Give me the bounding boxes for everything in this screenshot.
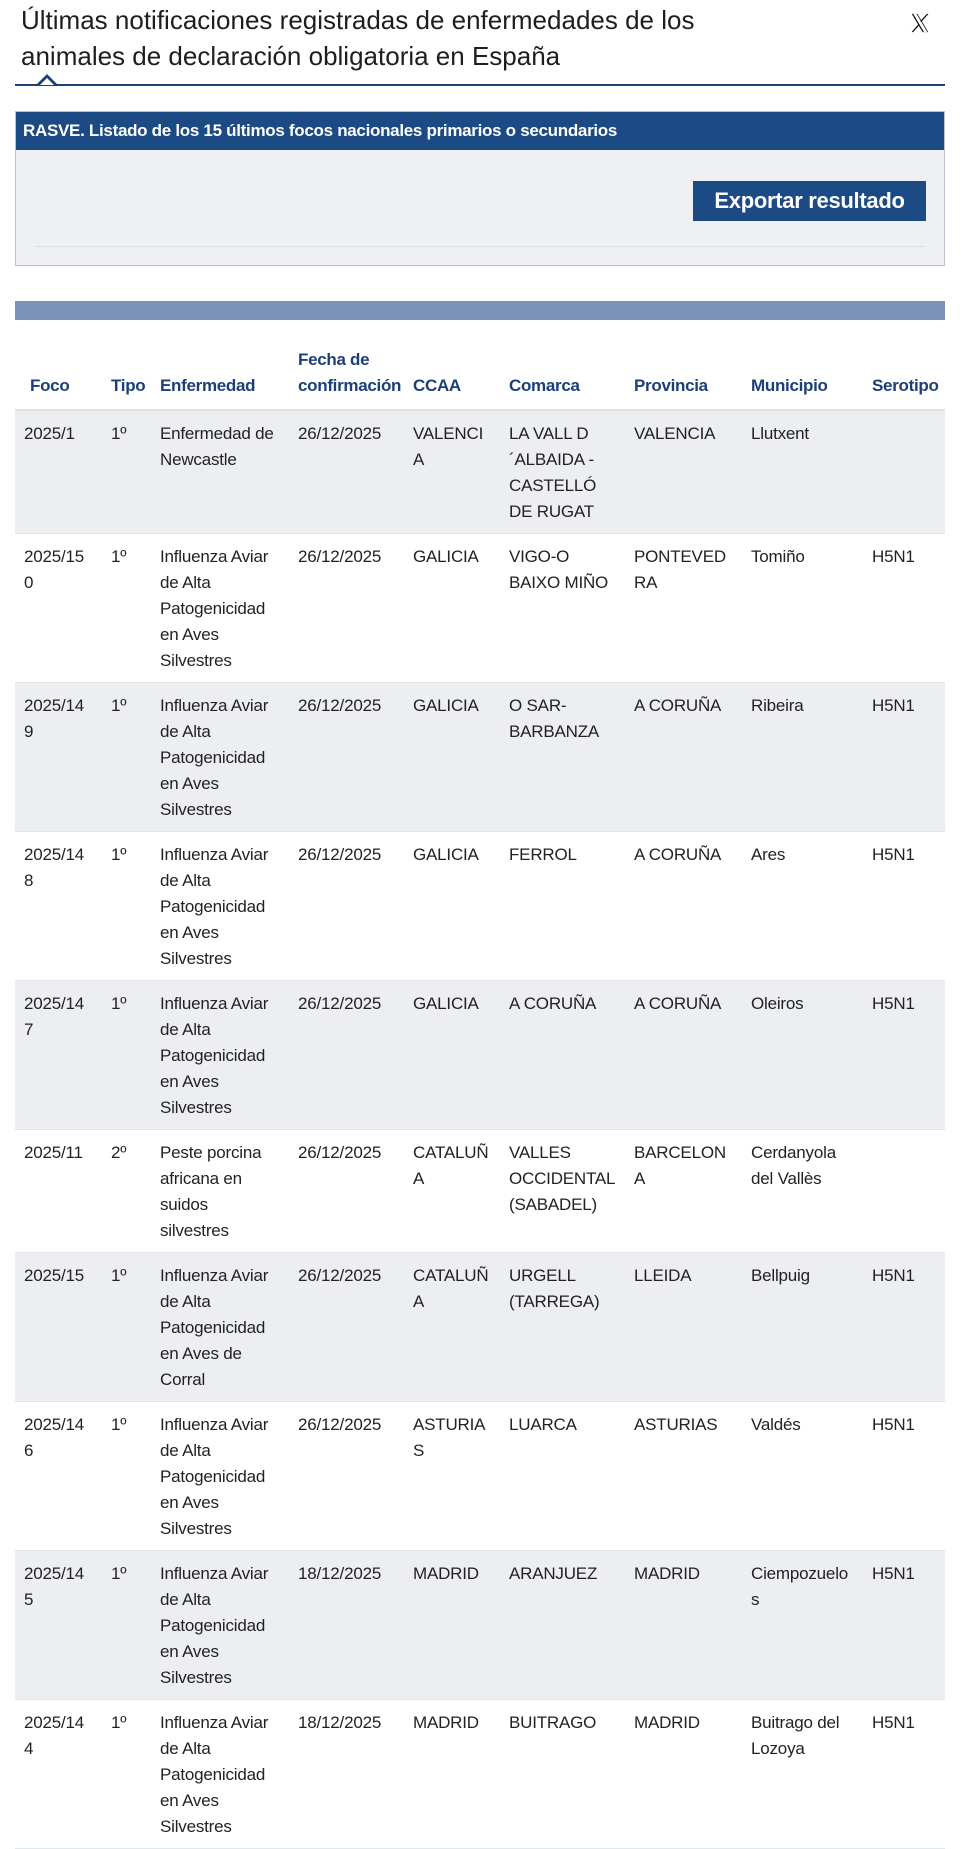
title-underline	[15, 84, 945, 86]
cell-tipo: 1º	[102, 981, 151, 1130]
cell-foco: 2025/1	[15, 410, 102, 534]
cell-municipio: Bellpuig	[742, 1253, 863, 1402]
cell-provincia: PONTEVEDRA	[625, 534, 742, 683]
table-row	[15, 1130, 945, 1253]
cell-ccaa: MADRID	[404, 1551, 500, 1700]
cell-serotipo	[863, 410, 945, 534]
cell-enfermedad: Peste porcina africana en suidos silvestres	[151, 1130, 289, 1253]
cell-provincia: A CORUÑA	[625, 832, 742, 981]
cell-comarca: ARANJUEZ	[500, 1551, 625, 1700]
panel-heading: RASVE. Listado de los 15 últimos focos nacionales primarios o secundarios	[16, 112, 944, 150]
cell-enfermedad: Influenza Aviar de Alta Patogenicidad en Aves Silvestres	[151, 1700, 289, 1849]
table-row	[15, 683, 945, 832]
cell-comarca: VIGO-O BAIXO MIÑO	[500, 534, 625, 683]
cell-enfermedad: Influenza Aviar de Alta Patogenicidad en Aves Silvestres	[151, 534, 289, 683]
table-row	[15, 534, 945, 683]
cell-fecha: 26/12/2025	[289, 410, 404, 534]
cell-enfermedad: Influenza Aviar de Alta Patogenicidad en Aves Silvestres	[151, 683, 289, 832]
cell-foco: 2025/15	[15, 1253, 102, 1402]
cell-municipio: Buitrago del Lozoya	[742, 1700, 863, 1849]
cell-ccaa: GALICIA	[404, 683, 500, 832]
cell-serotipo: H5N1	[863, 1700, 945, 1849]
table-header-row	[15, 339, 945, 410]
cell-serotipo	[863, 1130, 945, 1253]
panel-divider	[34, 246, 926, 247]
cell-fecha: 18/12/2025	[289, 1700, 404, 1849]
cell-tipo: 1º	[102, 1700, 151, 1849]
cell-provincia: LLEIDA	[625, 1253, 742, 1402]
cell-fecha: 26/12/2025	[289, 1130, 404, 1253]
cell-provincia: ASTURIAS	[625, 1402, 742, 1551]
cell-comarca: O SAR-BARBANZA	[500, 683, 625, 832]
cell-municipio: Ribeira	[742, 683, 863, 832]
table-row	[15, 1402, 945, 1551]
cell-provincia: MADRID	[625, 1551, 742, 1700]
cell-comarca: LA VALL D ´ALBAIDA - CASTELLÓ DE RUGAT	[500, 410, 625, 534]
cell-tipo: 1º	[102, 534, 151, 683]
cell-enfermedad: Influenza Aviar de Alta Patogenicidad en Aves Silvestres	[151, 1551, 289, 1700]
cell-tipo: 1º	[102, 1253, 151, 1402]
cell-enfermedad: Enfermedad de Newcastle	[151, 410, 289, 534]
cell-municipio: Ares	[742, 832, 863, 981]
column-header-enfermedad[interactable]: Enfermedad	[151, 339, 289, 410]
cell-ccaa: CATALUÑA	[404, 1130, 500, 1253]
cell-comarca: VALLES OCCIDENTAL (SABADEL)	[500, 1130, 625, 1253]
cell-serotipo: H5N1	[863, 534, 945, 683]
cell-foco: 2025/11	[15, 1130, 102, 1253]
cell-ccaa: GALICIA	[404, 832, 500, 981]
results-panel	[15, 111, 945, 266]
table-body	[15, 410, 945, 1849]
table-row	[15, 1700, 945, 1849]
cell-serotipo: H5N1	[863, 1253, 945, 1402]
cell-ccaa: MADRID	[404, 1700, 500, 1849]
cell-municipio: Llutxent	[742, 410, 863, 534]
cell-comarca: LUARCA	[500, 1402, 625, 1551]
cell-provincia: VALENCIA	[625, 410, 742, 534]
cell-foco: 2025/150	[15, 534, 102, 683]
column-header-provincia[interactable]: Provincia	[625, 339, 742, 410]
column-header-ccaa[interactable]: CCAA	[404, 339, 500, 410]
column-header-municipio[interactable]: Municipio	[742, 339, 863, 410]
cell-tipo: 1º	[102, 1551, 151, 1700]
table-row	[15, 1551, 945, 1700]
cell-ccaa: VALENCIA	[404, 410, 500, 534]
cell-serotipo: H5N1	[863, 1402, 945, 1551]
cell-municipio: Ciempozuelos	[742, 1551, 863, 1700]
cell-enfermedad: Influenza Aviar de Alta Patogenicidad en Aves Silvestres	[151, 832, 289, 981]
cell-tipo: 2º	[102, 1130, 151, 1253]
cell-tipo: 1º	[102, 410, 151, 534]
column-header-serotipo[interactable]: Serotipo	[863, 339, 945, 410]
cell-serotipo: H5N1	[863, 683, 945, 832]
cell-provincia: A CORUÑA	[625, 683, 742, 832]
table-row	[15, 832, 945, 981]
cell-fecha: 26/12/2025	[289, 981, 404, 1130]
column-header-fecha[interactable]: Fecha de confirmación	[289, 339, 404, 410]
cell-ccaa: ASTURIAS	[404, 1402, 500, 1551]
table-row	[15, 410, 945, 534]
column-header-tipo[interactable]: Tipo	[102, 339, 151, 410]
cell-fecha: 26/12/2025	[289, 832, 404, 981]
cell-municipio: Tomiño	[742, 534, 863, 683]
cell-enfermedad: Influenza Aviar de Alta Patogenicidad en Aves Silvestres	[151, 1402, 289, 1551]
cell-fecha: 26/12/2025	[289, 1253, 404, 1402]
cell-provincia: BARCELONA	[625, 1130, 742, 1253]
table-row	[15, 1253, 945, 1402]
cell-fecha: 26/12/2025	[289, 1402, 404, 1551]
cell-tipo: 1º	[102, 832, 151, 981]
cell-fecha: 18/12/2025	[289, 1551, 404, 1700]
cell-serotipo: H5N1	[863, 981, 945, 1130]
cell-comarca: A CORUÑA	[500, 981, 625, 1130]
page-header	[15, 0, 945, 88]
export-button[interactable]: Exportar resultado	[693, 181, 926, 221]
outbreaks-table	[15, 339, 945, 1849]
cell-foco: 2025/147	[15, 981, 102, 1130]
cell-foco: 2025/145	[15, 1551, 102, 1700]
cell-fecha: 26/12/2025	[289, 683, 404, 832]
cell-ccaa: CATALUÑA	[404, 1253, 500, 1402]
cell-provincia: A CORUÑA	[625, 981, 742, 1130]
cell-fecha: 26/12/2025	[289, 534, 404, 683]
cell-tipo: 1º	[102, 1402, 151, 1551]
cell-municipio: Valdés	[742, 1402, 863, 1551]
cell-enfermedad: Influenza Aviar de Alta Patogenicidad en Aves Silvestres	[151, 981, 289, 1130]
cell-municipio: Cerdanyola del Vallès	[742, 1130, 863, 1253]
table-row	[15, 981, 945, 1130]
cell-provincia: MADRID	[625, 1700, 742, 1849]
cell-enfermedad: Influenza Aviar de Alta Patogenicidad en Aves de Corral	[151, 1253, 289, 1402]
cell-comarca: URGELL (TARREGA)	[500, 1253, 625, 1402]
cell-municipio: Oleiros	[742, 981, 863, 1130]
cell-serotipo: H5N1	[863, 1551, 945, 1700]
column-header-comarca[interactable]: Comarca	[500, 339, 625, 410]
cell-ccaa: GALICIA	[404, 981, 500, 1130]
cell-foco: 2025/148	[15, 832, 102, 981]
cell-foco: 2025/149	[15, 683, 102, 832]
cell-serotipo: H5N1	[863, 832, 945, 981]
x-logo-icon[interactable]	[903, 6, 937, 40]
table-top-bar	[15, 301, 945, 320]
column-header-foco[interactable]: Foco	[15, 339, 102, 410]
cell-comarca: BUITRAGO	[500, 1700, 625, 1849]
cell-foco: 2025/146	[15, 1402, 102, 1551]
cell-tipo: 1º	[102, 683, 151, 832]
cell-comarca: FERROL	[500, 832, 625, 981]
cell-ccaa: GALICIA	[404, 534, 500, 683]
page-title: Últimas notificaciones registradas de enfermedades de los animales de declaración obligatoria en España	[21, 5, 695, 71]
cell-foco: 2025/144	[15, 1700, 102, 1849]
